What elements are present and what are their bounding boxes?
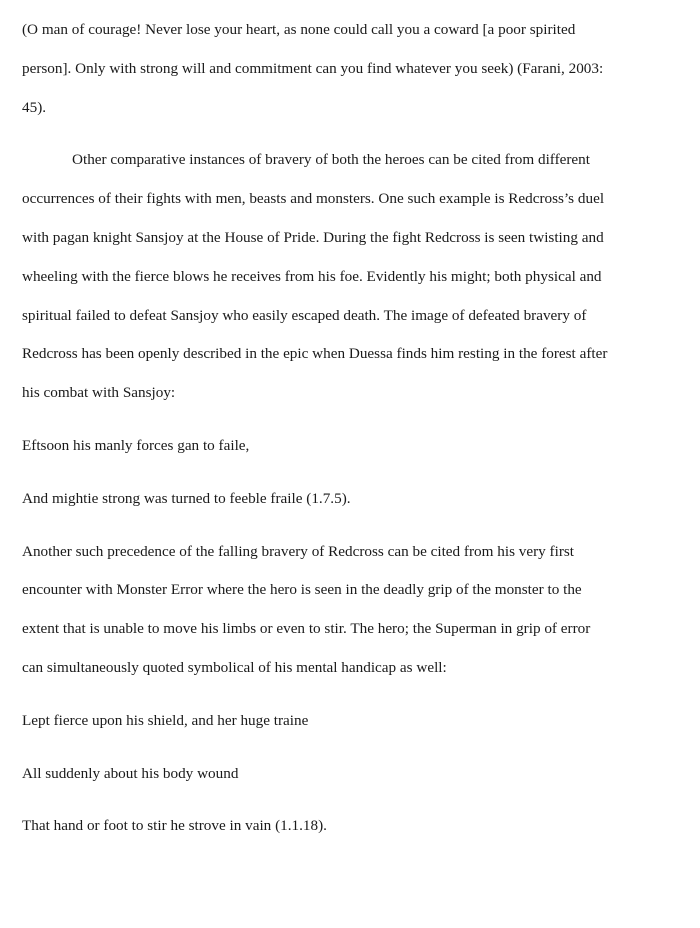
text-line: can simultaneously quoted symbolical of his mental handicap as well: xyxy=(22,658,447,676)
text-line: spiritual failed to defeat Sansjoy who easily escaped death. The image of defeated bravery of xyxy=(22,306,587,324)
text-line: (O man of courage! Never lose your heart, as none could call you a coward [a poor spirited xyxy=(22,21,576,38)
text-line: person]. Only with strong will and commitment can you find whatever you seek) (Farani, 2003: xyxy=(22,59,604,77)
verse-line: And mightie strong was turned to feeble fraile (1.7.5). xyxy=(22,489,351,507)
document-page xyxy=(22,11,682,860)
text-line: Another such precedence of the falling bravery of Redcross can be cited from his very first xyxy=(22,542,575,560)
paragraph-monster-error xyxy=(22,533,682,688)
text-line: Redcross has been openly described in the epic when Duessa finds him resting in the forest after xyxy=(22,345,608,363)
paragraph-redcross-sansjoy xyxy=(22,141,682,413)
text-line: 45). xyxy=(22,98,47,116)
text-line: his combat with Sansjoy: xyxy=(22,384,176,402)
text-line: encounter with Monster Error where the hero is seen in the deadly grip of the monster to the xyxy=(22,581,582,599)
text-line: extent that is unable to move his limbs or even to stir. The hero; the Superman in grip of error xyxy=(22,620,591,638)
text-line: occurrences of their fights with men, beasts and monsters. One such example is Redcross’s duel xyxy=(22,190,605,208)
verse-line: All suddenly about his body wound xyxy=(22,764,239,782)
verse-line: That hand or foot to stir he strove in vain (1.1.18). xyxy=(22,817,327,835)
paragraph-quote-translation xyxy=(22,11,682,127)
verse-line: Lept fierce upon his shield, and her huge traine xyxy=(22,711,309,729)
text-line-indented: Other comparative instances of bravery of both the heroes can be cited from different xyxy=(72,151,590,169)
text-line: with pagan knight Sansjoy at the House of Pride. During the fight Redcross is seen twisting and xyxy=(22,228,604,246)
text-line: wheeling with the fierce blows he receives from his foe. Evidently his might; both physical and xyxy=(22,267,602,285)
verse-line: Eftsoon his manly forces gan to faile, xyxy=(22,436,250,454)
